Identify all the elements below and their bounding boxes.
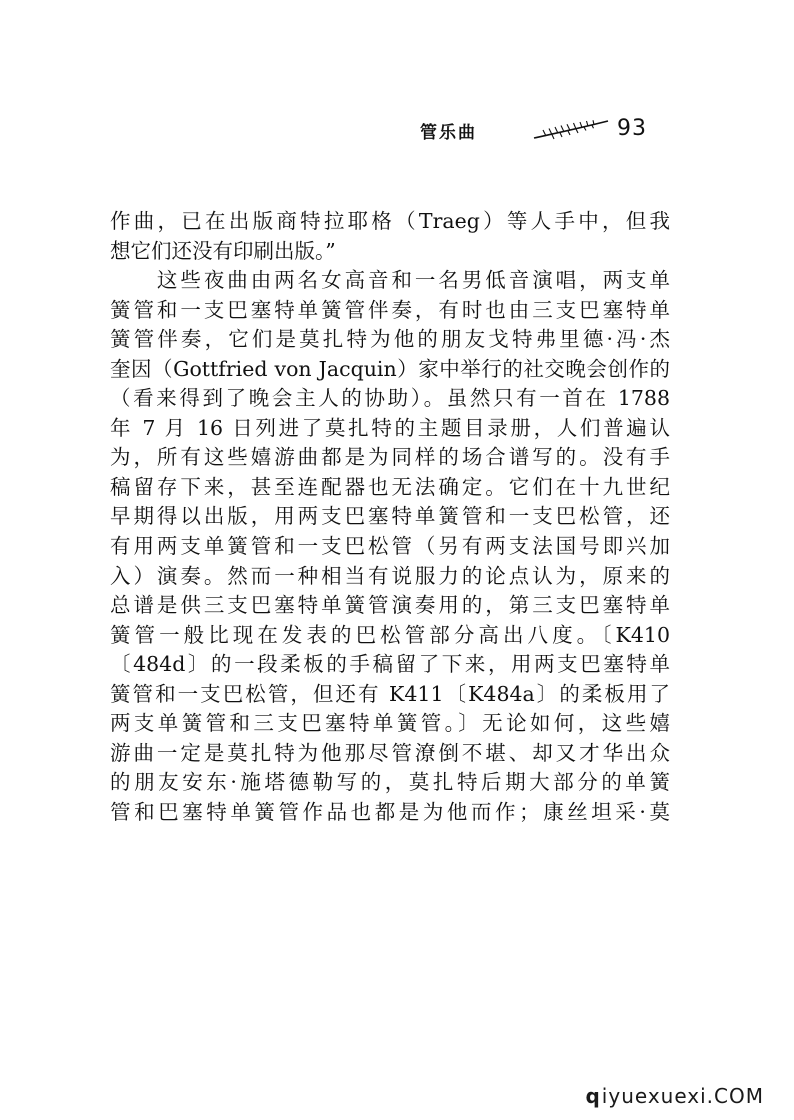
- page-number: 93: [617, 116, 647, 141]
- feather-ornament-icon: [532, 118, 610, 142]
- text-line: 为，所有这些嬉游曲都是为同样的场合谱写的。没有手: [110, 445, 670, 470]
- text-line: 管和巴塞特单簧管作品也都是为他而作；康丝坦采·莫: [110, 799, 670, 824]
- text-line: （看来得到了晚会主人的协助）。虽然只有一首在 1788: [110, 386, 670, 411]
- text-line: 这些夜曲由两名女高音和一名男低音演唱，两支单: [110, 268, 670, 293]
- chapter-title: 管乐曲: [420, 123, 477, 143]
- site-watermark: [585, 1084, 764, 1108]
- text-line: 游曲一定是莫扎特为他那尽管潦倒不堪、却又才华出众: [110, 740, 670, 765]
- text-line: 两支单簧管和三支巴塞特单簧管。〕无论如何，这些嬉: [110, 711, 670, 736]
- text-line: 稿留存下来，甚至连配器也无法确定。它们在十九世纪: [110, 474, 670, 499]
- text-line: 簧管伴奏，它们是莫扎特为他的朋友戈特弗里德·冯·杰: [110, 327, 670, 352]
- text-line: 入）演奏。然而一种相当有说服力的论点认为，原来的: [110, 563, 670, 588]
- watermark-text: iyuexuexi.COM: [601, 1084, 764, 1108]
- text-line: 簧管一般比现在发表的巴松管部分高出八度。〔K410: [110, 622, 670, 647]
- watermark-logo-icon: q: [585, 1084, 601, 1108]
- text-line: 有用两支单簧管和一支巴松管（另有两支法国号即兴加: [110, 534, 670, 559]
- text-line: 的朋友安东·施塔德勒写的，莫扎特后期大部分的单簧: [110, 770, 670, 795]
- text-line: 作曲，已在出版商特拉耶格（Traeg）等人手中，但我: [110, 209, 670, 233]
- text-line: 〔484d〕的一段柔板的手稿留了下来，用两支巴塞特单: [110, 652, 670, 677]
- body-text: [110, 207, 670, 827]
- running-header: [420, 116, 660, 146]
- text-line: 奎因（Gottfried von Jacquin）家中举行的社交晚会创作的: [110, 356, 670, 381]
- text-line: 想它们还没有印刷出版。”: [110, 238, 336, 263]
- text-line: 簧管和一支巴松管，但还有 K411〔K484a〕的柔板用了: [110, 681, 670, 706]
- text-line: 年 7 月 16 日列进了莫扎特的主题目录册，人们普遍认: [110, 415, 670, 440]
- text-line: 早期得以出版，用两支巴塞特单簧管和一支巴松管，还: [110, 504, 670, 529]
- text-line: 总谱是供三支巴塞特单簧管演奏用的，第三支巴塞特单: [110, 593, 670, 618]
- text-line: 簧管和一支巴塞特单簧管伴奏，有时也由三支巴塞特单: [110, 297, 670, 322]
